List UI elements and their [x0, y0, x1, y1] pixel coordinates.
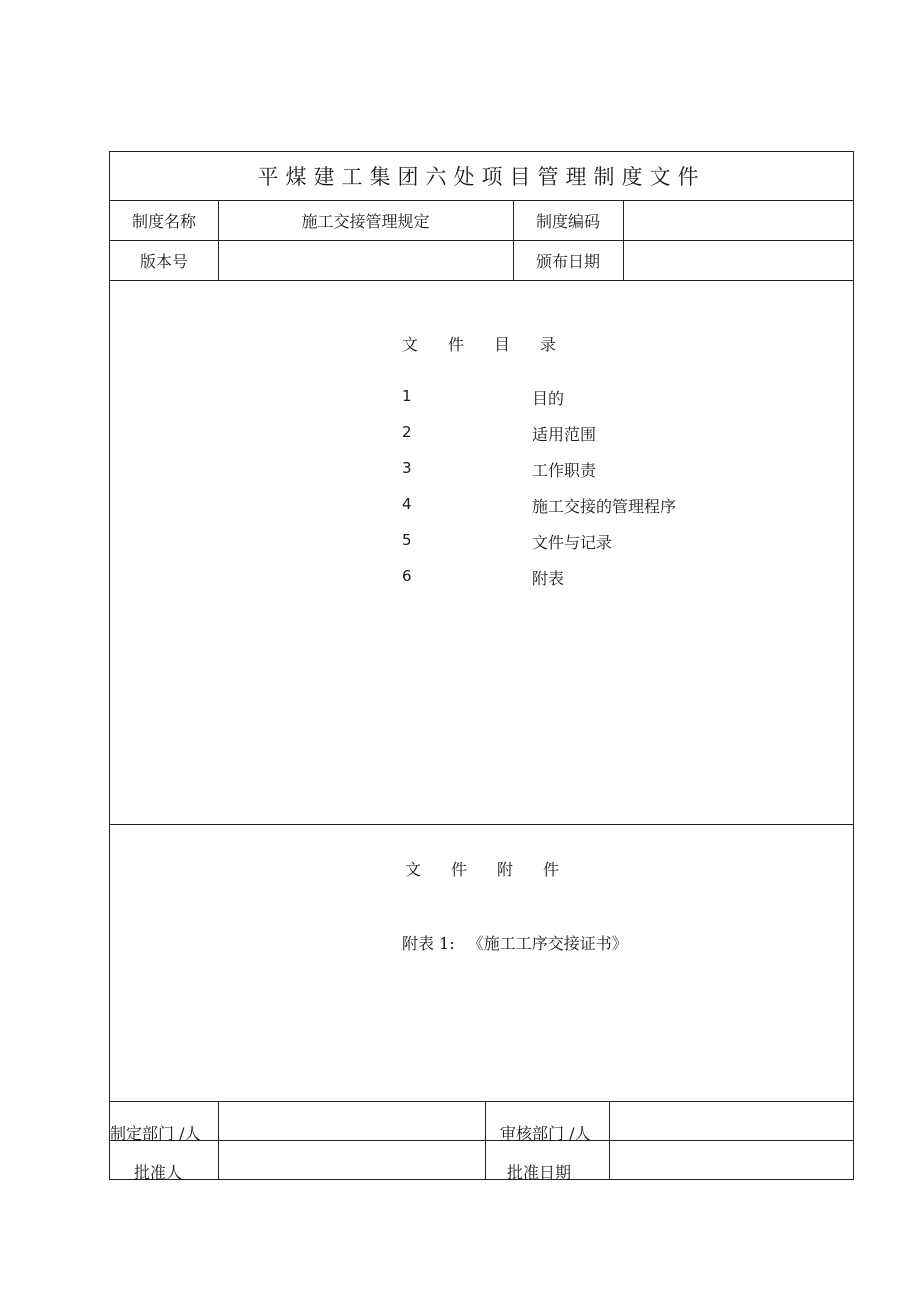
- toc-heading-char: 件: [448, 335, 465, 354]
- code-value[interactable]: [623, 200, 853, 240]
- attachments-heading-char: 附: [497, 860, 514, 879]
- issue-date-label: 颁布日期: [535, 251, 600, 271]
- name-value[interactable]: 施工交接管理规定: [301, 211, 430, 231]
- drafting-dept-label: 制定部门 /人: [110, 1124, 201, 1143]
- toc-item-text: 目的: [532, 389, 565, 408]
- toc-item-number: 5: [402, 531, 412, 549]
- approver-label: 批准人: [134, 1163, 183, 1182]
- divider: [110, 280, 853, 281]
- version-label: 版本号: [139, 251, 188, 271]
- toc-item-number: 2: [402, 423, 412, 441]
- toc-item-text: 适用范围: [532, 425, 597, 444]
- attachments-heading: [405, 857, 589, 880]
- toc-item-number: 6: [402, 567, 412, 585]
- toc-item-text: 工作职责: [532, 461, 597, 480]
- regulation-form: [109, 151, 854, 1180]
- attachments-heading-char: 件: [543, 860, 560, 879]
- toc-heading-char: 文: [402, 335, 419, 354]
- review-dept-field[interactable]: [609, 1101, 853, 1140]
- issue-date-value[interactable]: [623, 240, 853, 280]
- review-dept-label: 审核部门 /人: [500, 1124, 591, 1143]
- approval-date-field[interactable]: [609, 1140, 853, 1179]
- toc-heading-char: 录: [540, 335, 557, 354]
- document-title: 平煤建工集团六处项目管理制度文件: [257, 165, 706, 189]
- toc-item-number: 3: [402, 459, 412, 477]
- divider: [110, 824, 853, 825]
- drafting-dept-field[interactable]: [218, 1101, 485, 1140]
- attachments-heading-char: 文: [405, 860, 422, 879]
- attachment-title[interactable]: 《施工工序交接证书》: [467, 934, 628, 953]
- toc-heading: [402, 332, 586, 355]
- toc-item-number: 1: [402, 387, 412, 405]
- divider: [485, 1101, 486, 1179]
- code-label: 制度编码: [535, 211, 600, 231]
- toc-item-number: 4: [402, 495, 412, 513]
- attachment-label: 附表 1:: [402, 934, 455, 953]
- approver-field[interactable]: [218, 1140, 485, 1179]
- toc-item-text: 文件与记录: [532, 533, 613, 552]
- toc-heading-char: 目: [494, 335, 511, 354]
- approval-date-label: 批准日期: [507, 1163, 572, 1182]
- version-value[interactable]: [218, 240, 513, 280]
- attachment-item: [402, 931, 628, 954]
- toc-item-text: 附表: [532, 569, 565, 588]
- name-label: 制度名称: [131, 211, 196, 231]
- attachments-heading-char: 件: [451, 860, 468, 879]
- toc-item-text: 施工交接的管理程序: [532, 497, 677, 516]
